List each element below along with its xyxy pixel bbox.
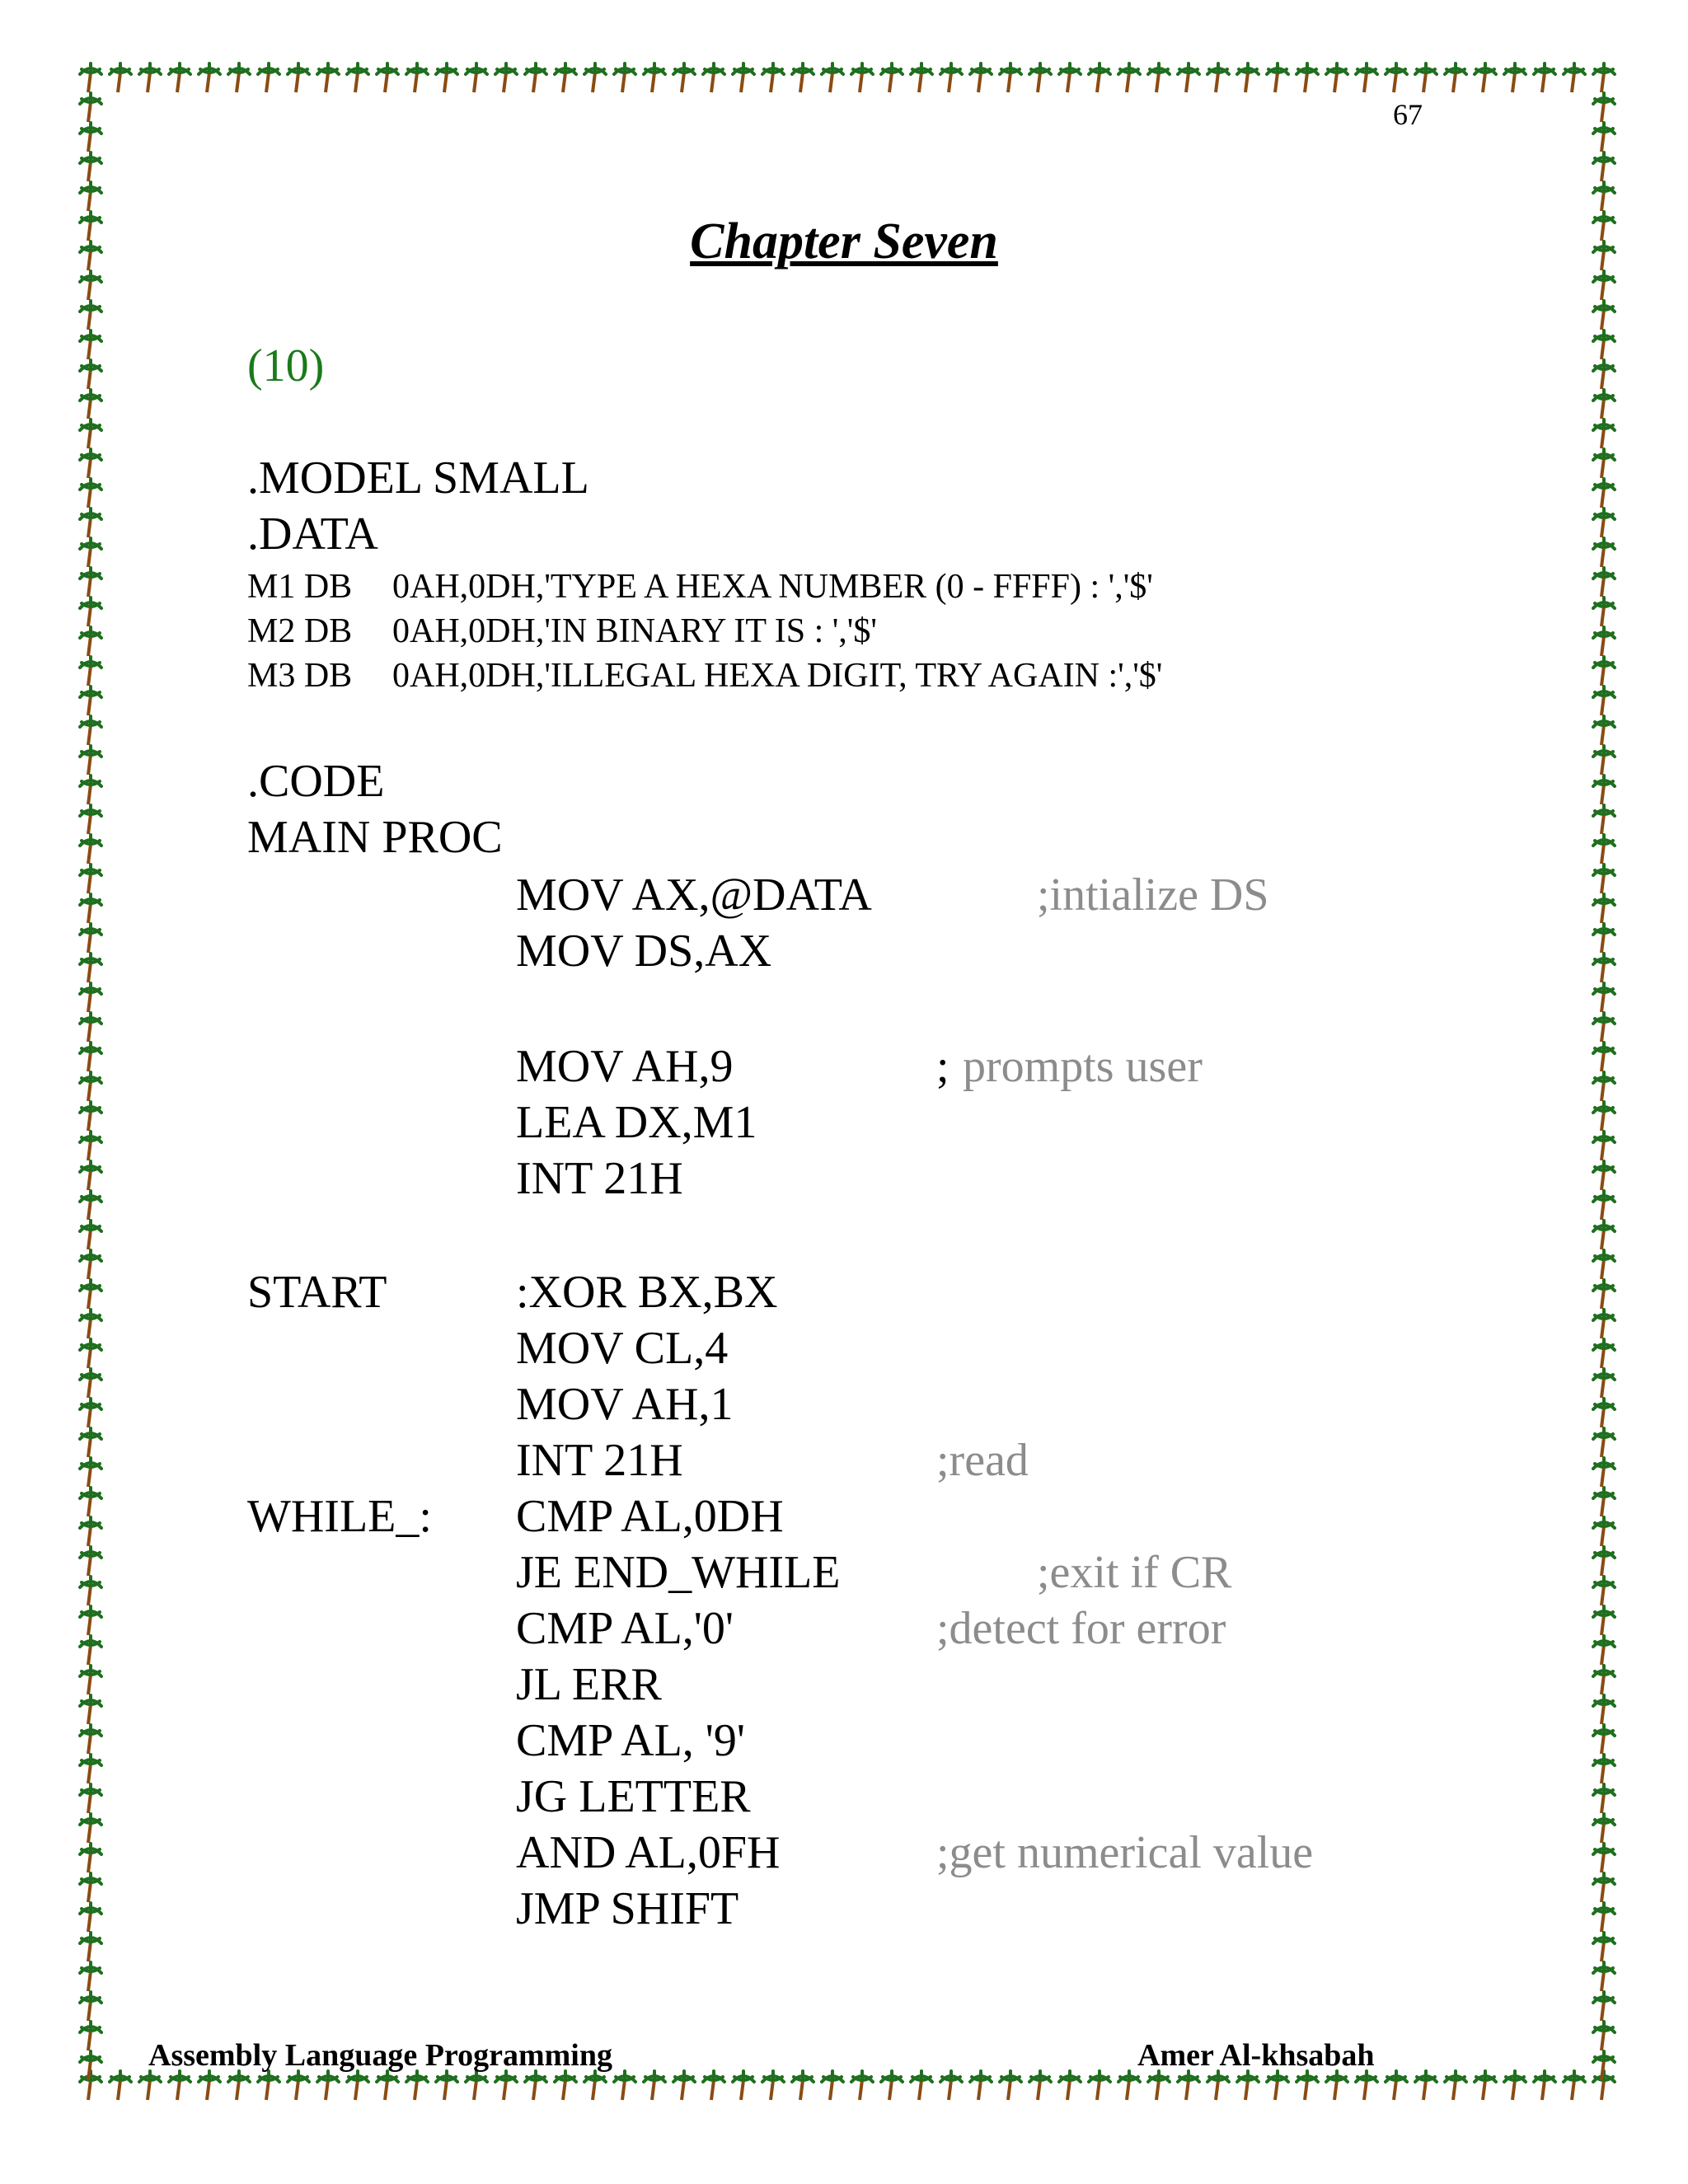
palm-tree-icon xyxy=(1593,1428,1615,1457)
data-line-value: 0AH,0DH,'IN BINARY IT IS : ','$' xyxy=(392,612,877,650)
palm-tree-icon xyxy=(1593,1072,1615,1101)
palm-tree-icon xyxy=(80,538,101,567)
code-instruction: LEA DX,M1 xyxy=(516,1097,757,1148)
code-instruction: JG LETTER xyxy=(516,1771,751,1822)
palm-tree-icon xyxy=(555,2071,576,2100)
palm-tree-icon xyxy=(1593,568,1615,597)
palm-tree-icon xyxy=(1593,1250,1615,1279)
palm-tree-icon xyxy=(1296,2071,1318,2100)
palm-tree-icon xyxy=(80,983,101,1012)
palm-tree-icon xyxy=(1593,627,1615,656)
palm-tree-icon xyxy=(1593,835,1615,864)
palm-tree-icon xyxy=(1593,1043,1615,1071)
palm-tree-icon xyxy=(80,1873,101,1902)
palm-tree-icon xyxy=(377,2071,398,2100)
palm-tree-icon xyxy=(792,63,814,92)
palm-tree-icon xyxy=(80,390,101,419)
palm-tree-icon xyxy=(881,2071,903,2100)
palm-tree-icon xyxy=(970,63,992,92)
code-instruction: AND AL,0FH xyxy=(516,1827,781,1878)
palm-tree-icon xyxy=(851,2071,873,2100)
palm-tree-icon xyxy=(80,1547,101,1576)
palm-tree-icon xyxy=(1267,63,1288,92)
palm-tree-icon xyxy=(258,63,279,92)
palm-tree-icon xyxy=(466,63,487,92)
code-directive: .CODE xyxy=(247,756,385,807)
palm-tree-icon xyxy=(80,687,101,715)
palm-tree-icon xyxy=(1267,2071,1288,2100)
palm-tree-icon xyxy=(80,1755,101,1783)
palm-tree-icon xyxy=(1148,63,1170,92)
palm-tree-icon xyxy=(1593,1962,1615,1991)
palm-tree-icon xyxy=(80,449,101,478)
palm-tree-icon xyxy=(80,1636,101,1665)
palm-tree-icon xyxy=(673,2071,695,2100)
palm-tree-icon xyxy=(80,1428,101,1457)
data-directive: .DATA xyxy=(247,509,378,560)
palm-tree-icon xyxy=(1534,2071,1555,2100)
code-instruction: JL ERR xyxy=(516,1659,662,1710)
palm-tree-icon xyxy=(80,1725,101,1754)
palm-tree-icon xyxy=(169,63,190,92)
palm-tree-icon xyxy=(1593,954,1615,982)
palm-tree-icon xyxy=(644,63,665,92)
palm-tree-icon xyxy=(1593,538,1615,567)
palm-tree-icon xyxy=(80,627,101,656)
palm-tree-icon xyxy=(80,1161,101,1190)
palm-tree-icon xyxy=(1326,63,1348,92)
palm-tree-icon xyxy=(703,2071,724,2100)
palm-tree-icon xyxy=(80,1250,101,1279)
palm-tree-icon xyxy=(80,1903,101,1932)
palm-tree-icon xyxy=(940,63,962,92)
palm-tree-icon xyxy=(228,2071,250,2100)
palm-tree-icon xyxy=(1475,63,1496,92)
palm-tree-icon xyxy=(139,63,161,92)
palm-tree-icon xyxy=(406,2071,428,2100)
palm-tree-icon xyxy=(80,1221,101,1249)
code-label: WHILE_: xyxy=(247,1491,432,1542)
palm-tree-icon xyxy=(584,63,606,92)
palm-tree-icon xyxy=(80,568,101,597)
palm-tree-icon xyxy=(851,63,873,92)
palm-tree-icon xyxy=(1534,63,1555,92)
palm-tree-icon xyxy=(80,1844,101,1872)
code-instruction: JE END_WHILE xyxy=(516,1547,841,1598)
palm-tree-icon xyxy=(1593,865,1615,893)
palm-tree-icon xyxy=(1178,2071,1199,2100)
palm-tree-icon xyxy=(1593,983,1615,1012)
palm-tree-icon xyxy=(1593,1339,1615,1368)
palm-tree-icon xyxy=(1593,805,1615,834)
palm-tree-icon xyxy=(1593,2022,1615,2050)
palm-tree-icon xyxy=(80,2051,101,2080)
palm-tree-icon xyxy=(436,2071,457,2100)
palm-tree-icon xyxy=(911,63,932,92)
palm-tree-icon xyxy=(1593,1310,1615,1338)
palm-tree-icon xyxy=(80,1102,101,1131)
palm-tree-icon xyxy=(1089,63,1110,92)
data-line-name: M3 DB xyxy=(247,657,353,695)
data-line-name: M2 DB xyxy=(247,612,353,650)
palm-tree-icon xyxy=(1593,479,1615,508)
palm-tree-icon xyxy=(1000,2071,1021,2100)
palm-tree-icon xyxy=(1237,2071,1259,2100)
palm-tree-icon xyxy=(80,93,101,122)
palm-tree-icon xyxy=(80,1072,101,1101)
palm-tree-icon xyxy=(1415,2071,1437,2100)
palm-tree-icon xyxy=(169,2071,190,2100)
palm-tree-icon xyxy=(1593,93,1615,122)
palm-tree-icon xyxy=(1593,301,1615,330)
palm-tree-icon xyxy=(80,805,101,834)
palm-tree-icon xyxy=(1593,776,1615,804)
palm-tree-icon xyxy=(1593,1814,1615,1843)
palm-tree-icon xyxy=(80,360,101,389)
palm-tree-icon xyxy=(762,2071,784,2100)
palm-tree-icon xyxy=(1593,1547,1615,1576)
palm-tree-icon xyxy=(80,598,101,626)
palm-tree-icon xyxy=(80,1191,101,1220)
palm-tree-icon xyxy=(80,1784,101,1813)
palm-tree-icon xyxy=(1593,1399,1615,1427)
code-instruction: CMP AL,0DH xyxy=(516,1491,784,1542)
palm-tree-icon xyxy=(80,419,101,448)
palm-tree-icon xyxy=(1593,1280,1615,1309)
palm-tree-icon xyxy=(762,63,784,92)
palm-tree-icon xyxy=(970,2071,992,2100)
palm-tree-icon xyxy=(347,2071,368,2100)
palm-tree-icon xyxy=(80,1666,101,1694)
palm-tree-icon xyxy=(1326,2071,1348,2100)
palm-tree-icon xyxy=(80,271,101,300)
palm-border-right-icon xyxy=(1586,59,1622,2103)
palm-tree-icon xyxy=(1593,2051,1615,2080)
code-instruction: MOV AH,1 xyxy=(516,1379,734,1430)
palm-tree-icon xyxy=(1593,509,1615,537)
palm-tree-icon xyxy=(80,865,101,893)
palm-tree-icon xyxy=(1148,2071,1170,2100)
palm-tree-icon xyxy=(1593,1221,1615,1249)
palm-tree-icon xyxy=(80,1043,101,1071)
palm-tree-icon xyxy=(1059,2071,1081,2100)
palm-tree-icon xyxy=(1593,1606,1615,1635)
model-directive: .MODEL SMALL xyxy=(247,452,589,504)
palm-tree-icon xyxy=(1593,419,1615,448)
palm-tree-icon xyxy=(1593,924,1615,953)
palm-tree-icon xyxy=(1593,1369,1615,1398)
data-line-name: M1 DB xyxy=(247,568,353,606)
palm-tree-icon xyxy=(1118,2071,1140,2100)
palm-tree-icon xyxy=(80,835,101,864)
palm-tree-icon xyxy=(317,2071,339,2100)
code-comment: prompts user xyxy=(963,1041,1203,1092)
palm-tree-icon xyxy=(80,1933,101,1961)
palm-tree-icon xyxy=(1356,2071,1377,2100)
palm-tree-icon xyxy=(1593,1755,1615,1783)
code-instruction: CMP AL,'0' xyxy=(516,1603,734,1654)
palm-tree-icon xyxy=(1593,687,1615,715)
palm-tree-icon xyxy=(80,330,101,359)
code-instruction: MOV DS,AX xyxy=(516,926,772,977)
chapter-title: Chapter Seven xyxy=(690,213,998,269)
palm-tree-icon xyxy=(80,776,101,804)
palm-tree-icon xyxy=(673,63,695,92)
code-instruction: MOV AH,9 xyxy=(516,1041,734,1092)
palm-tree-icon xyxy=(80,1280,101,1309)
palm-tree-icon xyxy=(80,746,101,775)
code-comment: ;read xyxy=(936,1435,1029,1486)
palm-tree-icon xyxy=(199,2071,220,2100)
palm-tree-icon xyxy=(614,2071,635,2100)
palm-tree-icon xyxy=(80,924,101,953)
palm-tree-icon xyxy=(1593,894,1615,923)
code-instruction: CMP AL, '9' xyxy=(516,1715,745,1766)
palm-tree-icon xyxy=(1593,1992,1615,2021)
palm-tree-icon xyxy=(436,63,457,92)
main-proc-line: MAIN PROC xyxy=(247,812,503,863)
palm-tree-icon xyxy=(1593,1488,1615,1516)
palm-tree-icon xyxy=(1593,1725,1615,1754)
palm-tree-icon xyxy=(1207,63,1229,92)
data-line-value: 0AH,0DH,'TYPE A HEXA NUMBER (0 - FFFF) : ','$' xyxy=(392,568,1153,606)
palm-tree-icon xyxy=(80,1458,101,1487)
palm-tree-icon xyxy=(80,1132,101,1160)
palm-tree-icon xyxy=(1386,63,1407,92)
palm-tree-icon xyxy=(1593,330,1615,359)
palm-tree-icon xyxy=(1178,63,1199,92)
palm-tree-icon xyxy=(80,1992,101,2021)
code-comment: ;detect for error xyxy=(936,1603,1226,1654)
palm-tree-icon xyxy=(1504,63,1526,92)
palm-tree-icon xyxy=(1237,63,1259,92)
palm-tree-icon xyxy=(614,63,635,92)
palm-tree-icon xyxy=(80,657,101,686)
palm-tree-icon xyxy=(1000,63,1021,92)
code-comment: ;get numerical value xyxy=(936,1827,1314,1878)
palm-tree-icon xyxy=(80,954,101,982)
palm-tree-icon xyxy=(881,63,903,92)
palm-tree-icon xyxy=(466,2071,487,2100)
code-comment: ;exit if CR xyxy=(1037,1547,1232,1598)
palm-tree-icon xyxy=(80,1962,101,1991)
palm-tree-icon xyxy=(555,63,576,92)
palm-tree-icon xyxy=(495,63,517,92)
palm-tree-icon xyxy=(1593,360,1615,389)
palm-tree-icon xyxy=(1593,598,1615,626)
code-instruction: :XOR BX,BX xyxy=(516,1267,778,1318)
palm-tree-icon xyxy=(1593,152,1615,181)
palm-tree-icon xyxy=(80,509,101,537)
palm-tree-icon xyxy=(110,63,131,92)
palm-tree-icon xyxy=(1593,182,1615,211)
palm-tree-icon xyxy=(1593,716,1615,745)
code-instruction: MOV CL,4 xyxy=(516,1323,729,1374)
palm-tree-icon xyxy=(1593,1844,1615,1872)
palm-tree-icon xyxy=(1593,1903,1615,1932)
code-instruction: INT 21H xyxy=(516,1153,683,1204)
palm-tree-icon xyxy=(1593,1102,1615,1131)
palm-tree-icon xyxy=(703,63,724,92)
palm-tree-icon xyxy=(1504,2071,1526,2100)
palm-tree-icon xyxy=(733,63,754,92)
palm-tree-icon xyxy=(80,1013,101,1042)
palm-border-left-icon xyxy=(73,59,109,2103)
palm-tree-icon xyxy=(1356,63,1377,92)
palm-tree-icon xyxy=(1593,1577,1615,1605)
palm-tree-icon xyxy=(80,1517,101,1546)
palm-tree-icon xyxy=(525,2071,546,2100)
code-comment: ;intialize DS xyxy=(1037,869,1269,921)
section-label: (10) xyxy=(247,340,325,391)
palm-tree-icon xyxy=(822,63,843,92)
code-label: START xyxy=(247,1267,387,1318)
palm-tree-icon xyxy=(199,63,220,92)
palm-tree-icon xyxy=(1593,1517,1615,1546)
palm-border-top-icon xyxy=(73,59,1622,96)
palm-tree-icon xyxy=(347,63,368,92)
palm-tree-icon xyxy=(80,123,101,152)
palm-tree-icon xyxy=(80,182,101,211)
palm-tree-icon xyxy=(80,1814,101,1843)
palm-tree-icon xyxy=(80,1399,101,1427)
code-instruction: JMP SHIFT xyxy=(516,1883,739,1934)
palm-tree-icon xyxy=(1475,2071,1496,2100)
palm-tree-icon xyxy=(1593,1161,1615,1190)
palm-tree-icon xyxy=(80,479,101,508)
footer-author: Amer Al-khsabah xyxy=(1137,2038,1375,2073)
palm-tree-icon xyxy=(1445,2071,1466,2100)
data-line-value: 0AH,0DH,'ILLEGAL HEXA DIGIT, TRY AGAIN :','$' xyxy=(392,657,1163,695)
palm-tree-icon xyxy=(80,152,101,181)
page-number: 67 xyxy=(1393,98,1423,131)
palm-tree-icon xyxy=(80,894,101,923)
code-instruction: MOV AX,@DATA xyxy=(516,869,872,921)
code-instruction: INT 21H xyxy=(516,1435,683,1486)
palm-tree-icon xyxy=(1593,1873,1615,1902)
palm-tree-icon xyxy=(1593,390,1615,419)
palm-tree-icon xyxy=(80,301,101,330)
palm-tree-icon xyxy=(80,1695,101,1724)
palm-tree-icon xyxy=(911,2071,932,2100)
palm-tree-icon xyxy=(258,2071,279,2100)
palm-tree-icon xyxy=(792,2071,814,2100)
palm-tree-icon xyxy=(80,1369,101,1398)
palm-tree-icon xyxy=(495,2071,517,2100)
palm-tree-icon xyxy=(1118,63,1140,92)
footer-book-title: Assembly Language Programming xyxy=(148,2038,612,2073)
palm-tree-icon xyxy=(1593,123,1615,152)
palm-tree-icon xyxy=(80,1577,101,1605)
palm-tree-icon xyxy=(1593,1666,1615,1694)
palm-tree-icon xyxy=(1415,63,1437,92)
palm-tree-icon xyxy=(288,63,309,92)
palm-tree-icon xyxy=(1593,1636,1615,1665)
palm-tree-icon xyxy=(228,63,250,92)
palm-tree-icon xyxy=(80,1339,101,1368)
palm-tree-icon xyxy=(940,2071,962,2100)
palm-tree-icon xyxy=(584,2071,606,2100)
palm-tree-icon xyxy=(377,63,398,92)
palm-tree-icon xyxy=(1593,1191,1615,1220)
palm-tree-icon xyxy=(406,63,428,92)
palm-tree-icon xyxy=(288,2071,309,2100)
palm-tree-icon xyxy=(1593,1933,1615,1961)
palm-tree-icon xyxy=(1564,2071,1585,2100)
palm-tree-icon xyxy=(1593,657,1615,686)
palm-tree-icon xyxy=(525,63,546,92)
palm-tree-icon xyxy=(1029,2071,1051,2100)
palm-tree-icon xyxy=(1593,271,1615,300)
palm-tree-icon xyxy=(317,63,339,92)
palm-tree-icon xyxy=(80,716,101,745)
palm-tree-icon xyxy=(1593,746,1615,775)
palm-tree-icon xyxy=(110,2071,131,2100)
palm-tree-icon xyxy=(80,2022,101,2050)
palm-tree-icon xyxy=(1059,63,1081,92)
palm-tree-icon xyxy=(1593,1695,1615,1724)
palm-tree-icon xyxy=(1445,63,1466,92)
palm-tree-icon xyxy=(1089,2071,1110,2100)
palm-tree-icon xyxy=(644,2071,665,2100)
palm-tree-icon xyxy=(1207,2071,1229,2100)
palm-tree-icon xyxy=(1564,63,1585,92)
palm-tree-icon xyxy=(1386,2071,1407,2100)
palm-tree-icon xyxy=(80,1488,101,1516)
palm-tree-icon xyxy=(1593,449,1615,478)
palm-tree-icon xyxy=(1593,1784,1615,1813)
palm-tree-icon xyxy=(1593,1013,1615,1042)
palm-tree-icon xyxy=(1029,63,1051,92)
palm-tree-icon xyxy=(139,2071,161,2100)
palm-tree-icon xyxy=(80,1310,101,1338)
palm-tree-icon xyxy=(1296,63,1318,92)
code-comment-prefix: ; xyxy=(936,1041,950,1092)
palm-tree-icon xyxy=(1593,1458,1615,1487)
palm-tree-icon xyxy=(733,2071,754,2100)
palm-tree-icon xyxy=(80,1606,101,1635)
palm-tree-icon xyxy=(1593,1132,1615,1160)
palm-tree-icon xyxy=(822,2071,843,2100)
